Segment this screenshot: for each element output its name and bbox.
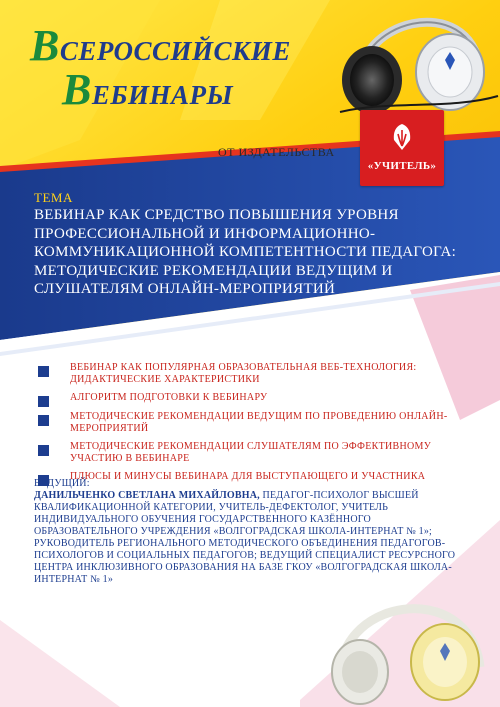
title-line-2: [62, 64, 233, 115]
title-rest-2: ЕБИНАРЫ: [91, 80, 234, 110]
presenter-block: [34, 478, 466, 586]
topic-text: ВЕБИНАР КАК СРЕДСТВО ПОВЫШЕНИЯ УРОВНЯ ПРОФЕССИОНАЛЬНОЙ И ИНФОРМАЦИОННО-КОММУНИКАЦИОННОЙ КОМПЕТЕНТНОСТИ ПЕДАГОГА: МЕТОДИЧЕСКИЕ РЕКОМЕНДАЦИИ ВЕДУЩИМ И СЛУШАТЕЛЯМ ОНЛАЙН-МЕРОПРИЯТИЙ: [34, 207, 457, 297]
presenter-info: [34, 490, 466, 586]
title-initial-2: В: [62, 65, 92, 114]
list-item: [34, 392, 464, 404]
bullet-square-icon: [38, 396, 49, 407]
logo-text: «УЧИТЕЛЬ»: [367, 160, 437, 172]
list-item-text: МЕТОДИЧЕСКИЕ РЕКОМЕНДАЦИИ СЛУШАТЕЛЯМ ПО ЭФФЕКТИВНОМУ УЧАСТИЮ В ВЕБИНАРЕ: [70, 441, 432, 464]
list-item-text: МЕТОДИЧЕСКИЕ РЕКОМЕНДАЦИИ ВЕДУЩИМ ПО ПРОВЕДЕНИЮ ОНЛАЙН-МЕРОПРИЯТИЙ: [70, 411, 448, 434]
presenter-label: ВЕДУЩИЙ:: [34, 478, 90, 489]
list-item: [34, 362, 464, 386]
title-initial-1: В: [30, 21, 60, 70]
list-item: [34, 441, 464, 465]
bullet-square-icon: [38, 415, 49, 426]
presenter-description: ПЕДАГОГ-ПСИХОЛОГ ВЫСШЕЙ КВАЛИФИКАЦИОННОЙ КАТЕГОРИИ, УЧИТЕЛЬ-ДЕФЕКТОЛОГ, УЧИТЕЛЬ ИНДИВИДУАЛЬНОГО ОБУЧЕНИЯ ГОСУДАРСТВЕННОГО КАЗЁННОГО ОБРАЗОВАТЕЛЬНОГО УЧРЕЖДЕНИЯ «ВОЛГОГРАДСКАЯ ШКОЛА-ИНТЕРНАТ № 1»; РУКОВОДИТЕЛЬ РЕГИОНАЛЬНОГО МЕТОДИЧЕСКОГО ОБЪЕДИНЕНИЯ ПЕДАГОГОВ-ПСИХОЛОГОВ И СОЦИАЛЬНЫХ ПЕДАГОГОВ; ВЕДУЩИЙ СПЕЦИАЛИСТ РЕСУРСНОГО ЦЕНТРА ИНКЛЮЗИВНОГО ОБРАЗОВАНИЯ НА БАЗЕ ГКОУ «ВОЛГОГРАДСКАЯ ШКОЛА-ИНТЕРНАТ № 1»: [34, 490, 456, 585]
list-item-text: ВЕБИНАР КАК ПОПУЛЯРНАЯ ОБРАЗОВАТЕЛЬНАЯ ВЕБ-ТЕХНОЛОГИЯ: ДИДАКТИЧЕСКИЕ ХАРАКТЕРИСТИКИ: [70, 362, 417, 385]
publisher-logo: [360, 110, 444, 186]
bullet-list: [34, 362, 464, 483]
headphones-image-bottom: [320, 567, 490, 707]
from-publisher: ОТ ИЗДАТЕЛЬСТВА: [218, 145, 335, 159]
bullet-square-icon: [38, 366, 49, 377]
title-rest-1: СЕРОССИЙСКИЕ: [59, 36, 291, 66]
book-icon: [390, 122, 414, 152]
bullet-square-icon: [38, 445, 49, 456]
list-item-text: АЛГОРИТМ ПОДГОТОВКИ К ВЕБИНАРУ: [70, 392, 268, 403]
list-item-text: ПЛЮСЫ И МИНУСЫ ВЕБИНАРА ДЛЯ ВЫСТУПАЮЩЕГО И УЧАСТНИКА: [70, 471, 426, 482]
topic-label: ТЕМА: [34, 190, 73, 205]
list-item: [34, 411, 464, 435]
presenter-name: ДАНИЛЬЧЕНКО СВЕТЛАНА МИХАЙЛОВНА,: [34, 490, 260, 501]
